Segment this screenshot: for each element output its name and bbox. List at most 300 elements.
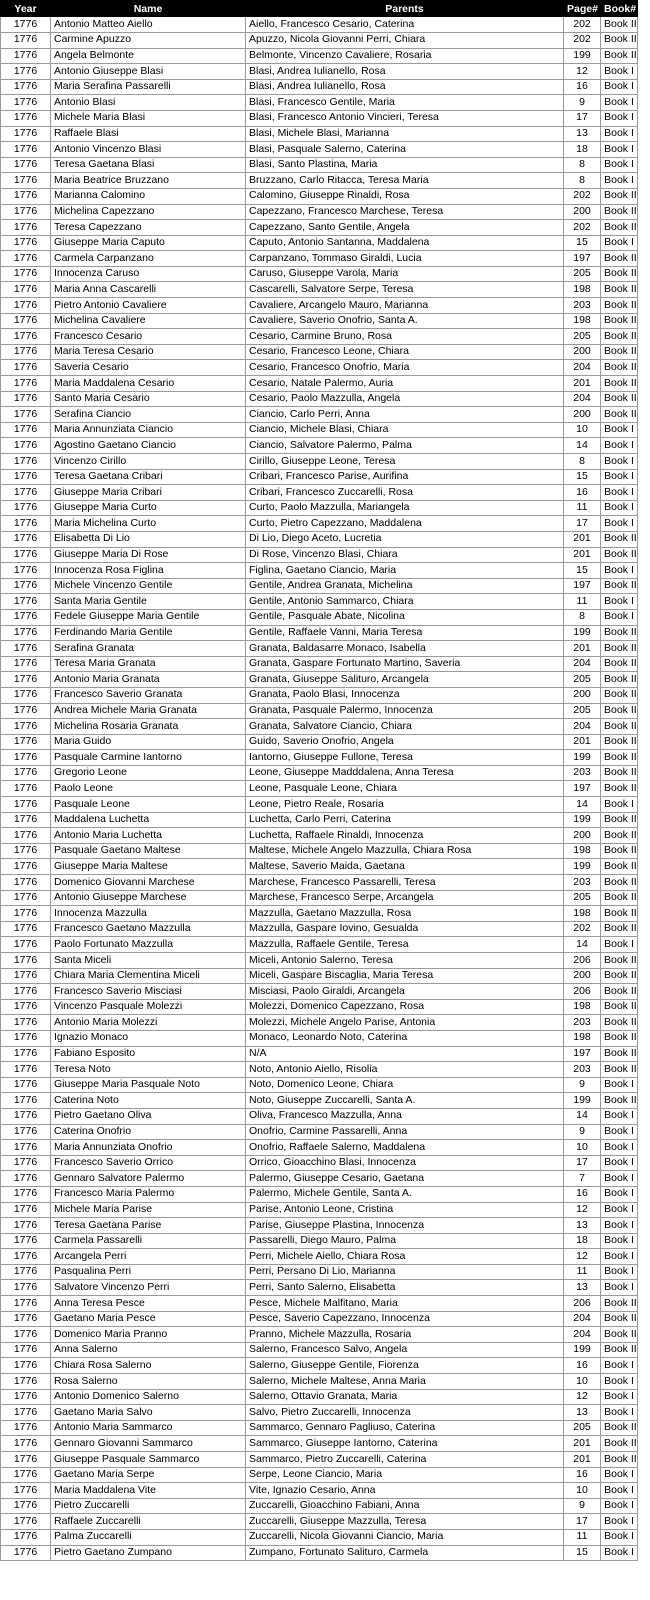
cell-year: 1776 <box>1 890 51 906</box>
cell-page: 17 <box>564 516 601 532</box>
cell-book: Book II <box>601 578 638 594</box>
table-row <box>1 282 638 298</box>
cell-name: Agostino Gaetano Ciancio <box>51 438 246 454</box>
cell-book: Book II <box>601 1327 638 1343</box>
cell-parents: Iantorno, Giuseppe Fullone, Teresa <box>246 750 564 766</box>
cell-year: 1776 <box>1 594 51 610</box>
cell-name: Teresa Noto <box>51 1062 246 1078</box>
cell-book: Book II <box>601 204 638 220</box>
cell-parents: Marchese, Francesco Serpe, Arcangela <box>246 890 564 906</box>
cell-year: 1776 <box>1 750 51 766</box>
cell-name: Maria Michelina Curto <box>51 516 246 532</box>
cell-book: Book II <box>601 812 638 828</box>
cell-name: Francesco Maria Palermo <box>51 1186 246 1202</box>
cell-parents: Zuccarelli, Nicola Giovanni Ciancio, Maria <box>246 1529 564 1545</box>
cell-year: 1776 <box>1 360 51 376</box>
cell-page: 203 <box>564 875 601 891</box>
cell-year: 1776 <box>1 937 51 953</box>
cell-year: 1776 <box>1 32 51 48</box>
table-row <box>1 625 638 641</box>
cell-year: 1776 <box>1 126 51 142</box>
header-book: Book# <box>601 1 638 17</box>
table-row <box>1 812 638 828</box>
table-row <box>1 1202 638 1218</box>
cell-name: Michele Maria Blasi <box>51 110 246 126</box>
cell-year: 1776 <box>1 329 51 345</box>
cell-year: 1776 <box>1 454 51 470</box>
cell-name: Ferdinando Maria Gentile <box>51 625 246 641</box>
cell-year: 1776 <box>1 376 51 392</box>
cell-book: Book I <box>601 110 638 126</box>
cell-year: 1776 <box>1 266 51 282</box>
cell-name: Pasquale Gaetano Maltese <box>51 843 246 859</box>
cell-name: Giuseppe Maria Cribari <box>51 485 246 501</box>
cell-name: Pasquale Leone <box>51 797 246 813</box>
cell-book: Book II <box>601 391 638 407</box>
table-row <box>1 656 638 672</box>
cell-book: Book II <box>601 734 638 750</box>
cell-page: 15 <box>564 469 601 485</box>
cell-page: 17 <box>564 1514 601 1530</box>
cell-parents: Salvo, Pietro Zuccarelli, Innocenza <box>246 1405 564 1421</box>
cell-parents: Cesario, Paolo Mazzulla, Angela <box>246 391 564 407</box>
table-row <box>1 438 638 454</box>
table-row <box>1 999 638 1015</box>
cell-book: Book I <box>601 1249 638 1265</box>
cell-name: Pietro Zuccarelli <box>51 1498 246 1514</box>
header-row <box>1 1 638 17</box>
cell-book: Book II <box>601 1093 638 1109</box>
cell-year: 1776 <box>1 1155 51 1171</box>
cell-year: 1776 <box>1 563 51 579</box>
header-parents: Parents <box>246 1 564 17</box>
cell-book: Book I <box>601 173 638 189</box>
cell-parents: Belmonte, Vincenzo Cavaliere, Rosaria <box>246 48 564 64</box>
cell-page: 13 <box>564 1405 601 1421</box>
cell-book: Book II <box>601 1046 638 1062</box>
cell-parents: Calomino, Giuseppe Rinaldi, Rosa <box>246 188 564 204</box>
cell-page: 10 <box>564 1374 601 1390</box>
cell-name: Angela Belmonte <box>51 48 246 64</box>
table-row <box>1 235 638 251</box>
cell-book: Book II <box>601 703 638 719</box>
cell-book: Book II <box>601 1311 638 1327</box>
cell-parents: Oliva, Francesco Mazzulla, Anna <box>246 1108 564 1124</box>
cell-book: Book II <box>601 890 638 906</box>
cell-name: Caterina Noto <box>51 1093 246 1109</box>
cell-book: Book I <box>601 1077 638 1093</box>
cell-year: 1776 <box>1 407 51 423</box>
cell-name: Giuseppe Pasquale Sammarco <box>51 1452 246 1468</box>
cell-parents: Parise, Antonio Leone, Cristina <box>246 1202 564 1218</box>
table-row <box>1 906 638 922</box>
cell-name: Antonio Domenico Salerno <box>51 1389 246 1405</box>
cell-year: 1776 <box>1 812 51 828</box>
cell-parents: Apuzzo, Nicola Giovanni Perri, Chiara <box>246 32 564 48</box>
cell-page: 9 <box>564 1498 601 1514</box>
cell-year: 1776 <box>1 344 51 360</box>
cell-page: 202 <box>564 188 601 204</box>
cell-name: Chiara Maria Clementina Miceli <box>51 968 246 984</box>
cell-year: 1776 <box>1 313 51 329</box>
table-row <box>1 719 638 735</box>
cell-book: Book I <box>601 235 638 251</box>
table-row <box>1 1374 638 1390</box>
cell-page: 16 <box>564 1467 601 1483</box>
cell-year: 1776 <box>1 1030 51 1046</box>
cell-name: Maria Anna Cascarelli <box>51 282 246 298</box>
cell-name: Vincenzo Pasquale Molezzi <box>51 999 246 1015</box>
table-row <box>1 921 638 937</box>
cell-book: Book II <box>601 750 638 766</box>
cell-page: 197 <box>564 251 601 267</box>
cell-parents: Ciancio, Salvatore Palermo, Palma <box>246 438 564 454</box>
cell-book: Book II <box>601 1030 638 1046</box>
cell-parents: Blasi, Pasquale Salerno, Caterina <box>246 142 564 158</box>
cell-page: 16 <box>564 485 601 501</box>
cell-book: Book II <box>601 1452 638 1468</box>
cell-page: 203 <box>564 298 601 314</box>
cell-parents: Pranno, Michele Mazzulla, Rosaria <box>246 1327 564 1343</box>
cell-year: 1776 <box>1 1140 51 1156</box>
table-row <box>1 454 638 470</box>
cell-page: 198 <box>564 843 601 859</box>
cell-name: Maria Beatrice Bruzzano <box>51 173 246 189</box>
cell-name: Teresa Maria Granata <box>51 656 246 672</box>
cell-name: Teresa Gaetana Blasi <box>51 157 246 173</box>
cell-parents: Mazzulla, Gaspare Iovino, Gesualda <box>246 921 564 937</box>
cell-page: 199 <box>564 1342 601 1358</box>
cell-book: Book I <box>601 1280 638 1296</box>
cell-name: Antonio Giuseppe Blasi <box>51 64 246 80</box>
cell-name: Michele Maria Parise <box>51 1202 246 1218</box>
cell-book: Book II <box>601 719 638 735</box>
table-row <box>1 1171 638 1187</box>
cell-page: 203 <box>564 1062 601 1078</box>
table-row <box>1 1108 638 1124</box>
cell-name: Antonio Maria Granata <box>51 672 246 688</box>
cell-book: Book II <box>601 765 638 781</box>
table-row <box>1 1311 638 1327</box>
table-row <box>1 750 638 766</box>
cell-name: Carmela Carpanzano <box>51 251 246 267</box>
cell-year: 1776 <box>1 968 51 984</box>
cell-page: 14 <box>564 1108 601 1124</box>
cell-parents: Zuccarelli, Gioacchino Fabiani, Anna <box>246 1498 564 1514</box>
cell-year: 1776 <box>1 843 51 859</box>
cell-name: Rosa Salerno <box>51 1374 246 1390</box>
cell-parents: Leone, Pasquale Leone, Chiara <box>246 781 564 797</box>
cell-year: 1776 <box>1 1327 51 1343</box>
cell-page: 203 <box>564 765 601 781</box>
cell-name: Carmela Passarelli <box>51 1233 246 1249</box>
cell-parents: Maltese, Saverio Maida, Gaetana <box>246 859 564 875</box>
cell-book: Book I <box>601 1545 638 1561</box>
cell-page: 201 <box>564 547 601 563</box>
cell-page: 201 <box>564 641 601 657</box>
cell-year: 1776 <box>1 1514 51 1530</box>
cell-page: 12 <box>564 1249 601 1265</box>
table-row <box>1 142 638 158</box>
table-row <box>1 126 638 142</box>
cell-name: Giuseppe Maria Maltese <box>51 859 246 875</box>
cell-book: Book I <box>601 1358 638 1374</box>
cell-year: 1776 <box>1 142 51 158</box>
cell-book: Book I <box>601 485 638 501</box>
cell-parents: Leone, Pietro Reale, Rosaria <box>246 797 564 813</box>
cell-year: 1776 <box>1 999 51 1015</box>
cell-book: Book II <box>601 282 638 298</box>
cell-name: Ignazio Monaco <box>51 1030 246 1046</box>
cell-year: 1776 <box>1 1202 51 1218</box>
cell-year: 1776 <box>1 1374 51 1390</box>
cell-name: Giuseppe Maria Caputo <box>51 235 246 251</box>
cell-name: Santa Maria Gentile <box>51 594 246 610</box>
cell-parents: Palermo, Giuseppe Cesario, Gaetana <box>246 1171 564 1187</box>
cell-book: Book I <box>601 1108 638 1124</box>
cell-book: Book II <box>601 1436 638 1452</box>
cell-year: 1776 <box>1 1186 51 1202</box>
cell-name: Antonio Maria Luchetta <box>51 828 246 844</box>
cell-parents: Figlina, Gaetano Ciancio, Maria <box>246 563 564 579</box>
cell-page: 202 <box>564 220 601 236</box>
cell-name: Francesco Saverio Orrico <box>51 1155 246 1171</box>
table-row <box>1 968 638 984</box>
cell-parents: Ciancio, Carlo Perri, Anna <box>246 407 564 423</box>
cell-name: Gaetano Maria Salvo <box>51 1405 246 1421</box>
cell-page: 201 <box>564 734 601 750</box>
cell-page: 198 <box>564 906 601 922</box>
cell-year: 1776 <box>1 251 51 267</box>
table-row <box>1 1405 638 1421</box>
header-name: Name <box>51 1 246 17</box>
cell-parents: Maltese, Michele Angelo Mazzulla, Chiara Rosa <box>246 843 564 859</box>
cell-page: 204 <box>564 656 601 672</box>
cell-parents: Granata, Gaspare Fortunato Martino, Saveria <box>246 656 564 672</box>
cell-parents: Onofrio, Raffaele Salerno, Maddalena <box>246 1140 564 1156</box>
cell-book: Book II <box>601 344 638 360</box>
table-row <box>1 1218 638 1234</box>
cell-page: 13 <box>564 1218 601 1234</box>
cell-book: Book II <box>601 531 638 547</box>
cell-book: Book I <box>601 594 638 610</box>
cell-parents: Ciancio, Michele Blasi, Chiara <box>246 422 564 438</box>
cell-parents: Orrico, Gioacchino Blasi, Innocenza <box>246 1155 564 1171</box>
cell-parents: Granata, Pasquale Palermo, Innocenza <box>246 703 564 719</box>
cell-book: Book II <box>601 17 638 33</box>
table-row <box>1 734 638 750</box>
cell-name: Andrea Michele Maria Granata <box>51 703 246 719</box>
cell-book: Book I <box>601 937 638 953</box>
cell-page: 13 <box>564 1280 601 1296</box>
table-row <box>1 17 638 33</box>
cell-year: 1776 <box>1 235 51 251</box>
cell-year: 1776 <box>1 1264 51 1280</box>
cell-book: Book I <box>601 1171 638 1187</box>
cell-page: 12 <box>564 64 601 80</box>
cell-book: Book II <box>601 906 638 922</box>
cell-parents: Noto, Antonio Aiello, Risolia <box>246 1062 564 1078</box>
header-page: Page# <box>564 1 601 17</box>
cell-name: Giuseppe Maria Di Rose <box>51 547 246 563</box>
cell-parents: Zuccarelli, Giuseppe Mazzulla, Teresa <box>246 1514 564 1530</box>
cell-book: Book I <box>601 1264 638 1280</box>
cell-book: Book I <box>601 1498 638 1514</box>
cell-name: Maddalena Luchetta <box>51 812 246 828</box>
cell-page: 205 <box>564 703 601 719</box>
cell-page: 200 <box>564 687 601 703</box>
table-row <box>1 500 638 516</box>
cell-page: 197 <box>564 1046 601 1062</box>
cell-parents: Onofrio, Carmine Passarelli, Anna <box>246 1124 564 1140</box>
cell-year: 1776 <box>1 578 51 594</box>
cell-book: Book I <box>601 1514 638 1530</box>
table-row <box>1 672 638 688</box>
table-row <box>1 344 638 360</box>
cell-name: Teresa Gaetana Cribari <box>51 469 246 485</box>
cell-name: Palma Zuccarelli <box>51 1529 246 1545</box>
cell-page: 205 <box>564 1420 601 1436</box>
table-row <box>1 797 638 813</box>
cell-book: Book I <box>601 1218 638 1234</box>
cell-parents: Salerno, Francesco Salvo, Angela <box>246 1342 564 1358</box>
cell-page: 200 <box>564 204 601 220</box>
table-row <box>1 875 638 891</box>
cell-book: Book II <box>601 1342 638 1358</box>
cell-parents: Mazzulla, Raffaele Gentile, Teresa <box>246 937 564 953</box>
cell-year: 1776 <box>1 1358 51 1374</box>
cell-book: Book II <box>601 953 638 969</box>
cell-page: 204 <box>564 391 601 407</box>
cell-name: Gaetano Maria Pesce <box>51 1311 246 1327</box>
cell-page: 199 <box>564 750 601 766</box>
cell-page: 197 <box>564 781 601 797</box>
table-row <box>1 1467 638 1483</box>
cell-page: 202 <box>564 32 601 48</box>
cell-parents: Blasi, Francesco Gentile, Maria <box>246 95 564 111</box>
cell-page: 7 <box>564 1171 601 1187</box>
cell-name: Santa Miceli <box>51 953 246 969</box>
cell-name: Pietro Antonio Cavaliere <box>51 298 246 314</box>
table-row <box>1 828 638 844</box>
cell-parents: Cesario, Carmine Bruno, Rosa <box>246 329 564 345</box>
cell-page: 204 <box>564 360 601 376</box>
cell-book: Book II <box>601 968 638 984</box>
cell-name: Arcangela Perri <box>51 1249 246 1265</box>
cell-parents: Cirillo, Giuseppe Leone, Teresa <box>246 454 564 470</box>
cell-page: 8 <box>564 173 601 189</box>
cell-name: Francesco Cesario <box>51 329 246 345</box>
cell-book: Book II <box>601 641 638 657</box>
cell-parents: Curto, Pietro Capezzano, Maddalena <box>246 516 564 532</box>
cell-year: 1776 <box>1 1498 51 1514</box>
cell-year: 1776 <box>1 282 51 298</box>
cell-parents: Caruso, Giuseppe Varola, Maria <box>246 266 564 282</box>
cell-name: Francesco Gaetano Mazzulla <box>51 921 246 937</box>
cell-name: Marianna Calomino <box>51 188 246 204</box>
cell-book: Book I <box>601 95 638 111</box>
cell-page: 10 <box>564 1483 601 1499</box>
cell-page: 203 <box>564 1015 601 1031</box>
cell-page: 8 <box>564 157 601 173</box>
cell-name: Giuseppe Maria Pasquale Noto <box>51 1077 246 1093</box>
cell-page: 201 <box>564 376 601 392</box>
cell-year: 1776 <box>1 17 51 33</box>
cell-name: Salvatore Vincenzo Perri <box>51 1280 246 1296</box>
cell-name: Chiara Rosa Salerno <box>51 1358 246 1374</box>
cell-name: Fedele Giuseppe Maria Gentile <box>51 609 246 625</box>
cell-year: 1776 <box>1 1077 51 1093</box>
cell-name: Maria Serafina Passarelli <box>51 79 246 95</box>
table-row <box>1 407 638 423</box>
cell-year: 1776 <box>1 1062 51 1078</box>
cell-parents: Cesario, Francesco Onofrio, Maria <box>246 360 564 376</box>
cell-page: 199 <box>564 48 601 64</box>
cell-parents: Marchese, Francesco Passarelli, Teresa <box>246 875 564 891</box>
cell-name: Antonio Maria Molezzi <box>51 1015 246 1031</box>
cell-book: Book II <box>601 921 638 937</box>
cell-year: 1776 <box>1 1124 51 1140</box>
cell-name: Paolo Leone <box>51 781 246 797</box>
cell-parents: Sammarco, Pietro Zuccarelli, Caterina <box>246 1452 564 1468</box>
cell-page: 12 <box>564 1389 601 1405</box>
cell-page: 13 <box>564 126 601 142</box>
table-row <box>1 1062 638 1078</box>
table-row <box>1 547 638 563</box>
cell-parents: Zumpano, Fortunato Salituro, Carmela <box>246 1545 564 1561</box>
cell-parents: Blasi, Andrea Iulianello, Rosa <box>246 64 564 80</box>
cell-name: Gaetano Maria Serpe <box>51 1467 246 1483</box>
cell-book: Book I <box>601 609 638 625</box>
table-row <box>1 391 638 407</box>
table-row <box>1 1077 638 1093</box>
table-row <box>1 1093 638 1109</box>
cell-name: Pietro Gaetano Oliva <box>51 1108 246 1124</box>
cell-year: 1776 <box>1 531 51 547</box>
cell-book: Book I <box>601 1155 638 1171</box>
table-row <box>1 1514 638 1530</box>
cell-name: Domenico Maria Pranno <box>51 1327 246 1343</box>
cell-name: Innocenza Rosa Figlina <box>51 563 246 579</box>
table-row <box>1 204 638 220</box>
cell-year: 1776 <box>1 547 51 563</box>
cell-name: Serafina Ciancio <box>51 407 246 423</box>
cell-parents: Luchetta, Raffaele Rinaldi, Innocenza <box>246 828 564 844</box>
cell-page: 14 <box>564 937 601 953</box>
cell-book: Book II <box>601 32 638 48</box>
cell-year: 1776 <box>1 48 51 64</box>
cell-parents: Bruzzano, Carlo Ritacca, Teresa Maria <box>246 173 564 189</box>
cell-year: 1776 <box>1 220 51 236</box>
cell-book: Book II <box>601 875 638 891</box>
cell-book: Book I <box>601 500 638 516</box>
cell-page: 205 <box>564 329 601 345</box>
cell-book: Book I <box>601 1389 638 1405</box>
cell-year: 1776 <box>1 1405 51 1421</box>
cell-page: 15 <box>564 563 601 579</box>
cell-book: Book I <box>601 469 638 485</box>
table-row <box>1 1124 638 1140</box>
table-row <box>1 298 638 314</box>
table-row <box>1 1342 638 1358</box>
cell-page: 201 <box>564 1436 601 1452</box>
table-row <box>1 173 638 189</box>
cell-year: 1776 <box>1 1280 51 1296</box>
cell-page: 199 <box>564 1093 601 1109</box>
cell-parents: Blasi, Santo Plastina, Maria <box>246 157 564 173</box>
cell-name: Antonio Vincenzo Blasi <box>51 142 246 158</box>
cell-year: 1776 <box>1 438 51 454</box>
